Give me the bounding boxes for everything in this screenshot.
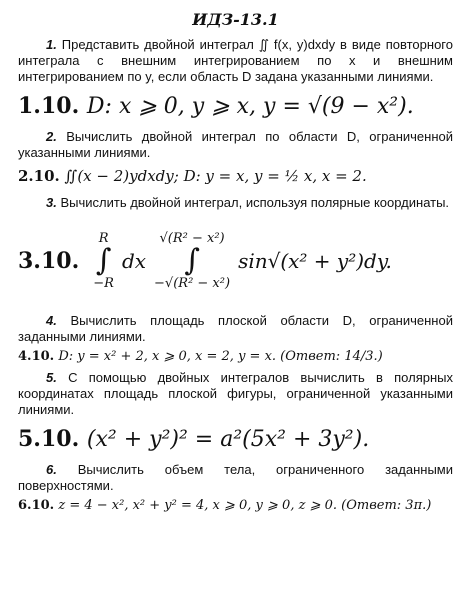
task1-number: 1. <box>46 37 57 52</box>
task4-variant-label: 4.10. <box>18 349 55 364</box>
inner-upper-limit: √(R² − x²) <box>159 231 225 246</box>
task1-variant <box>18 93 453 119</box>
task3-variant-label: 3.10. <box>18 248 80 274</box>
task6-variant-label: 6.10. <box>18 498 55 513</box>
outer-upper-limit: R <box>98 231 109 246</box>
task1-variant-label: 1.10. <box>18 93 80 119</box>
task5-number: 5. <box>46 370 57 385</box>
task4-statement: Вычислить площадь плоской области D, ограниченной заданными линиями. <box>18 313 453 344</box>
task1-text <box>18 37 453 85</box>
task2-statement: Вычислить двойной интеграл по области D, ограниченной указанными линиями. <box>18 129 454 160</box>
page-title: ИДЗ-13.1 <box>192 10 279 29</box>
task6-text <box>18 462 453 494</box>
task6-statement: Вычислить объем тела, ограниченного заданными поверхностями. <box>18 462 453 493</box>
task2-text <box>18 129 453 161</box>
integral-sign-icon: ∫ <box>184 243 200 278</box>
outer-differential: dx <box>121 249 147 273</box>
task3-text <box>18 195 453 211</box>
integral-sign-icon: ∫ <box>95 243 112 278</box>
task5-statement: С помощью двойных интегралов вычислить в полярных координатах площадь плоской фигуры, ограниченной указанными линиями. <box>18 370 453 417</box>
outer-lower-limit: −R <box>93 276 114 291</box>
task5-variant-label: 5.10. <box>18 426 80 452</box>
task3-number: 3. <box>46 195 57 210</box>
task4-text <box>18 313 453 345</box>
task1-variant-formula: D: x ⩾ 0, y ⩾ x, y = √(9 − x²). <box>86 94 414 119</box>
task4-variant <box>18 349 453 364</box>
task4-number: 4. <box>46 313 57 328</box>
task2-variant-label: 2.10. <box>18 167 60 185</box>
task6-number: 6. <box>46 462 57 477</box>
inner-integral <box>154 231 230 291</box>
task2-variant <box>18 167 453 185</box>
task3-statement: Вычислить двойной интеграл, используя полярные координаты. <box>60 195 450 210</box>
inner-lower-limit: −√(R² − x²) <box>154 276 231 291</box>
task4-variant-formula: D: y = x² + 2, x ⩾ 0, x = 2, y = x. (Ответ: 14/3.) <box>58 349 383 364</box>
outer-integral <box>93 231 114 291</box>
task6-variant-formula: z = 4 − x², x² + y² = 4, x ⩾ 0, y ⩾ 0, z ⩾ 0. (Ответ: 3π.) <box>58 498 432 513</box>
task5-variant-formula: (x² + y²)² = a²(5x² + 3y²). <box>86 427 370 452</box>
task2-variant-formula: ∬(x − 2)ydxdy; D: y = x, y = ½ x, x = 2. <box>64 167 367 185</box>
task1-statement: Представить двойной интеграл ∬ f(x, y)dxdy в виде повторного интеграла с внешним интегрированием по x и внешним интегрированием по y, если область D задана указанными линиями. <box>18 37 453 84</box>
task6-variant <box>18 498 453 513</box>
task3-integrand: sin√(x² + y²)dy. <box>238 249 392 273</box>
task3-variant <box>18 215 453 307</box>
task5-variant <box>18 426 453 452</box>
task5-text <box>18 370 453 418</box>
task2-number: 2. <box>46 129 57 144</box>
